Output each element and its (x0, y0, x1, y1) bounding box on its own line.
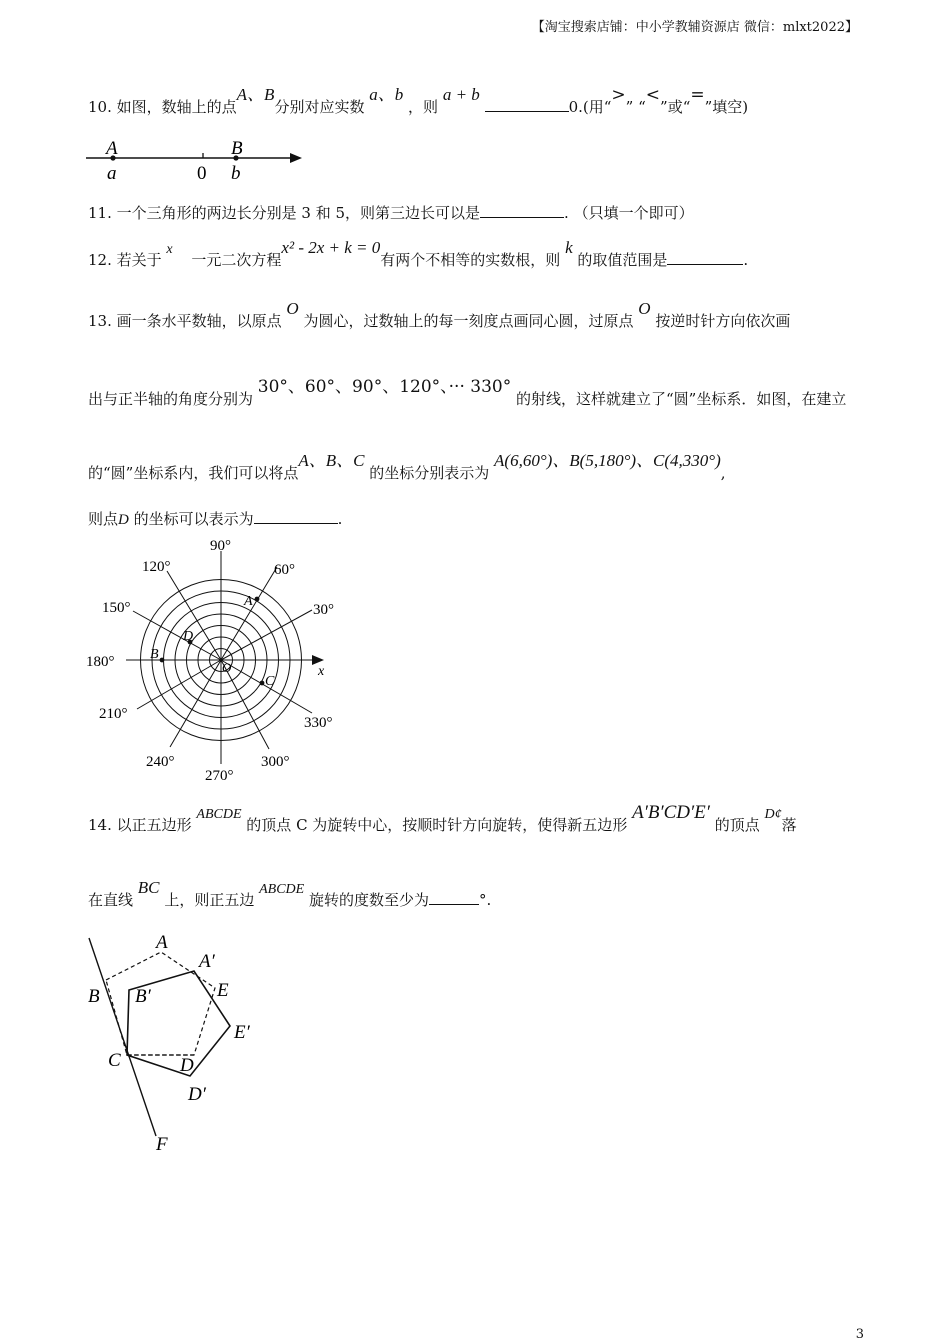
angle-300-label: 300° (261, 754, 290, 770)
question-14-line-1: 14. 以正五边形 ABCDE 的顶点 C 为旋转中心，按顺时针方向旋转，使得新五边形 A′B′CD′E′ 的顶点 D¢落 (88, 802, 797, 834)
angle-150-label: 150° (102, 600, 131, 616)
question-13-line-3: 的“圆”坐标系内，我们可以将点A、B、C 的坐标分别表示为 A(6,60°)、B(5,180°)、C(4,330°), (88, 451, 726, 482)
vertex-E-label: E (217, 980, 229, 1001)
polar-coordinate-figure (84, 532, 354, 786)
vertex-D-prime-label: D′ (188, 1084, 206, 1105)
answer-blank[interactable] (485, 97, 569, 112)
angle-210-label: 210° (99, 706, 128, 722)
page-header: 【淘宝搜索店铺：中小学教辅资源店 微信：mlxt2022】 (531, 20, 858, 35)
vertex-E-prime-label: E′ (234, 1022, 250, 1043)
vertex-B-label: B (88, 986, 100, 1007)
pentagon-rotation-figure (84, 928, 284, 1160)
origin-label: O (222, 660, 232, 675)
vertex-C-label: C (108, 1050, 121, 1071)
number-line-figure (84, 136, 314, 186)
angle-330-label: 330° (304, 715, 333, 731)
question-12: 12. 若关于 x 一元二次方程x² - 2x + k = 0有两个不相等的实数根，则 k 的取值范围是 . (88, 238, 749, 269)
point-B-label: B (231, 138, 243, 159)
vertex-A-prime-label: A′ (199, 951, 215, 972)
question-13-line-1: 13. 画一条水平数轴，以原点 O 为圆心，过数轴上的每一刻度点画同心圆，过原点 O 按逆时针方向依次画 (88, 299, 791, 330)
point-C-label: C (265, 674, 275, 689)
question-13-line-2: 出与正半轴的角度分别为 30°、60°、90°、120°、··· 330° 的射线，这样就建立了“圆”坐标系．如图，在建立 (88, 377, 847, 408)
angle-120-label: 120° (142, 559, 171, 575)
vertex-B-prime-label: B′ (135, 986, 151, 1007)
angle-270-label: 270° (205, 768, 234, 784)
vertex-D-label: D (180, 1055, 194, 1076)
answer-blank[interactable] (254, 509, 338, 524)
value-a-label: a (107, 163, 117, 184)
zero-label: 0 (197, 163, 207, 184)
question-11: 11. 一个三角形的两边长分别是 3 和 5，则第三边长可以是 . （只填一个即可） (88, 204, 694, 222)
vertex-A-label: A (156, 932, 168, 953)
page-number: 3 (855, 1327, 864, 1342)
point-F-label: F (156, 1134, 168, 1155)
value-b-label: b (231, 163, 241, 184)
point-D-label: D (183, 629, 194, 644)
answer-blank[interactable] (667, 250, 743, 265)
question-14-line-2: 在直线 BC 上，则正五边 ABCDE 旋转的度数至少为 °. (88, 878, 492, 909)
question-13-line-4: 则点D 的坐标可以表示为 . (88, 510, 343, 528)
answer-blank[interactable] (480, 203, 564, 218)
x-axis-label: x (318, 664, 325, 679)
point-A-label: A (244, 594, 253, 609)
angle-60-label: 60° (274, 562, 295, 578)
angle-90-label: 90° (210, 538, 231, 554)
answer-blank[interactable] (429, 890, 479, 905)
point-A-label: A (106, 138, 118, 159)
angle-180-label: 180° (86, 654, 115, 670)
point-B-label: B (150, 647, 159, 662)
angle-240-label: 240° (146, 754, 175, 770)
angle-30-label: 30° (313, 602, 334, 618)
question-10: 10. 如图，数轴上的点A、B分别对应实数 a、b ，则 a + b 0.(用“>” “<”或“=”填空) (88, 85, 749, 116)
